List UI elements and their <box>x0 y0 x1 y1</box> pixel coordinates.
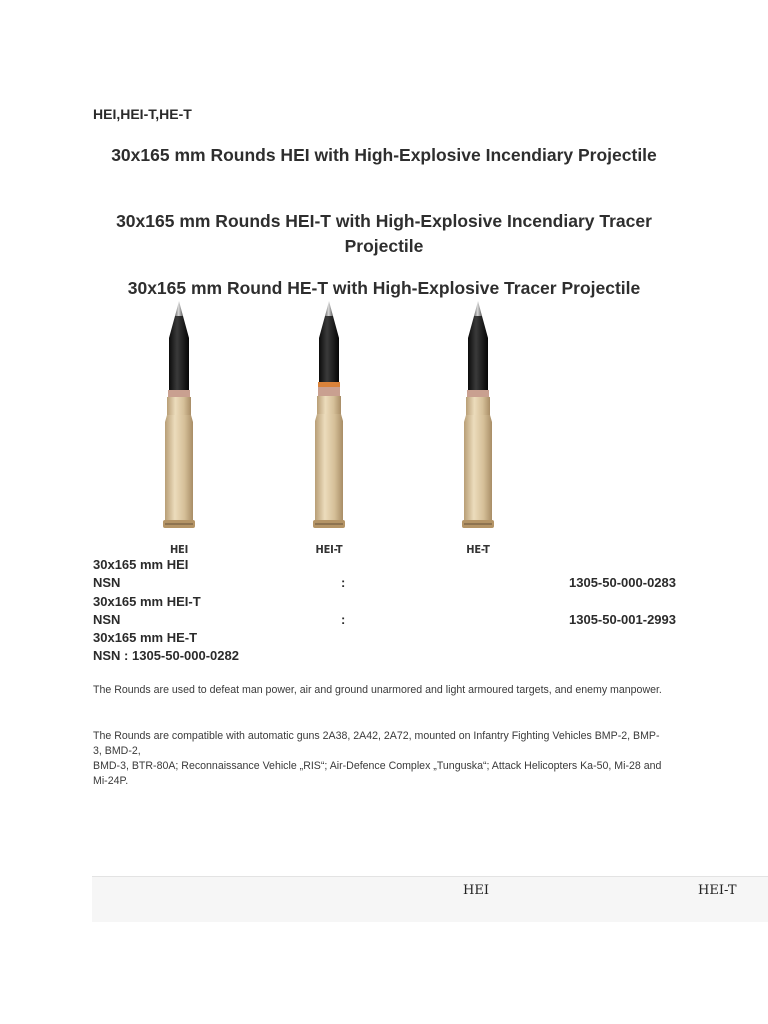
spec-hei-name: 30x165 mm HEI <box>93 557 189 572</box>
he-t-round-illustration <box>448 298 508 538</box>
nsn-value: 1305-50-001-2993 <box>569 612 676 627</box>
hei-t-tracer-band <box>318 382 340 387</box>
round-label-he-t: HE-T <box>466 543 490 556</box>
round-image-he-t <box>448 298 508 560</box>
heading-he-t: 30x165 mm Round HE-T with High-Explosive Tracer Projectile <box>127 278 641 298</box>
table-column-hei-t: HEI-T <box>698 883 737 898</box>
spec-hei-t-nsn <box>93 611 676 629</box>
comparison-table-header <box>92 876 768 922</box>
heading-hei-t: 30x165 mm Rounds HEI-T with High-Explosive Incendiary Tracer Projectile <box>116 211 652 256</box>
spec-hei-t-name: 30x165 mm HEI-T <box>93 594 201 609</box>
round-image-hei <box>149 298 209 560</box>
hei-t-round-illustration <box>299 298 359 538</box>
nsn-value: 1305-50-000-0283 <box>569 575 676 590</box>
round-image-hei-t <box>299 298 359 560</box>
spec-hei-nsn <box>93 574 676 592</box>
paragraph-compatibility-2: BMD-3, BTR-80A; Reconnaissance Vehicle „RIS“; Air-Defence Complex „Tunguska“; Attack Helicopters Ka-50, Mi-28 and Mi-24P. <box>93 760 662 787</box>
heading-hei: 30x165 mm Rounds HEI with High-Explosive Incendiary Projectile <box>111 145 657 165</box>
category-title: HEI,HEI-T,HE-T <box>93 106 192 122</box>
nsn-separator: : <box>341 575 346 590</box>
paragraph-compatibility-1: The Rounds are compatible with automatic guns 2A38, 2A42, 2A72, mounted on Infantry Fighting Vehicles BMP-2, BMP-3, BMD-2, <box>93 730 660 757</box>
spec-he-t-name: 30x165 mm HE-T <box>93 630 198 645</box>
hei-band <box>168 390 190 397</box>
he-t-band <box>467 390 489 397</box>
spec-he-t-nsn: NSN : 1305-50-000-0282 <box>93 648 239 663</box>
hei-round-illustration <box>149 298 209 538</box>
nsn-separator: : <box>341 612 346 627</box>
round-label-hei-t: HEI-T <box>315 543 343 556</box>
nsn-key: NSN <box>93 612 121 627</box>
nsn-key: NSN <box>93 575 121 590</box>
table-column-hei: HEI <box>463 883 489 898</box>
round-label-hei: HEI <box>169 543 189 556</box>
paragraph-purpose: The Rounds are used to defeat man power, air and ground unarmored and light armoured targets, and enemy manpower. <box>93 684 662 696</box>
